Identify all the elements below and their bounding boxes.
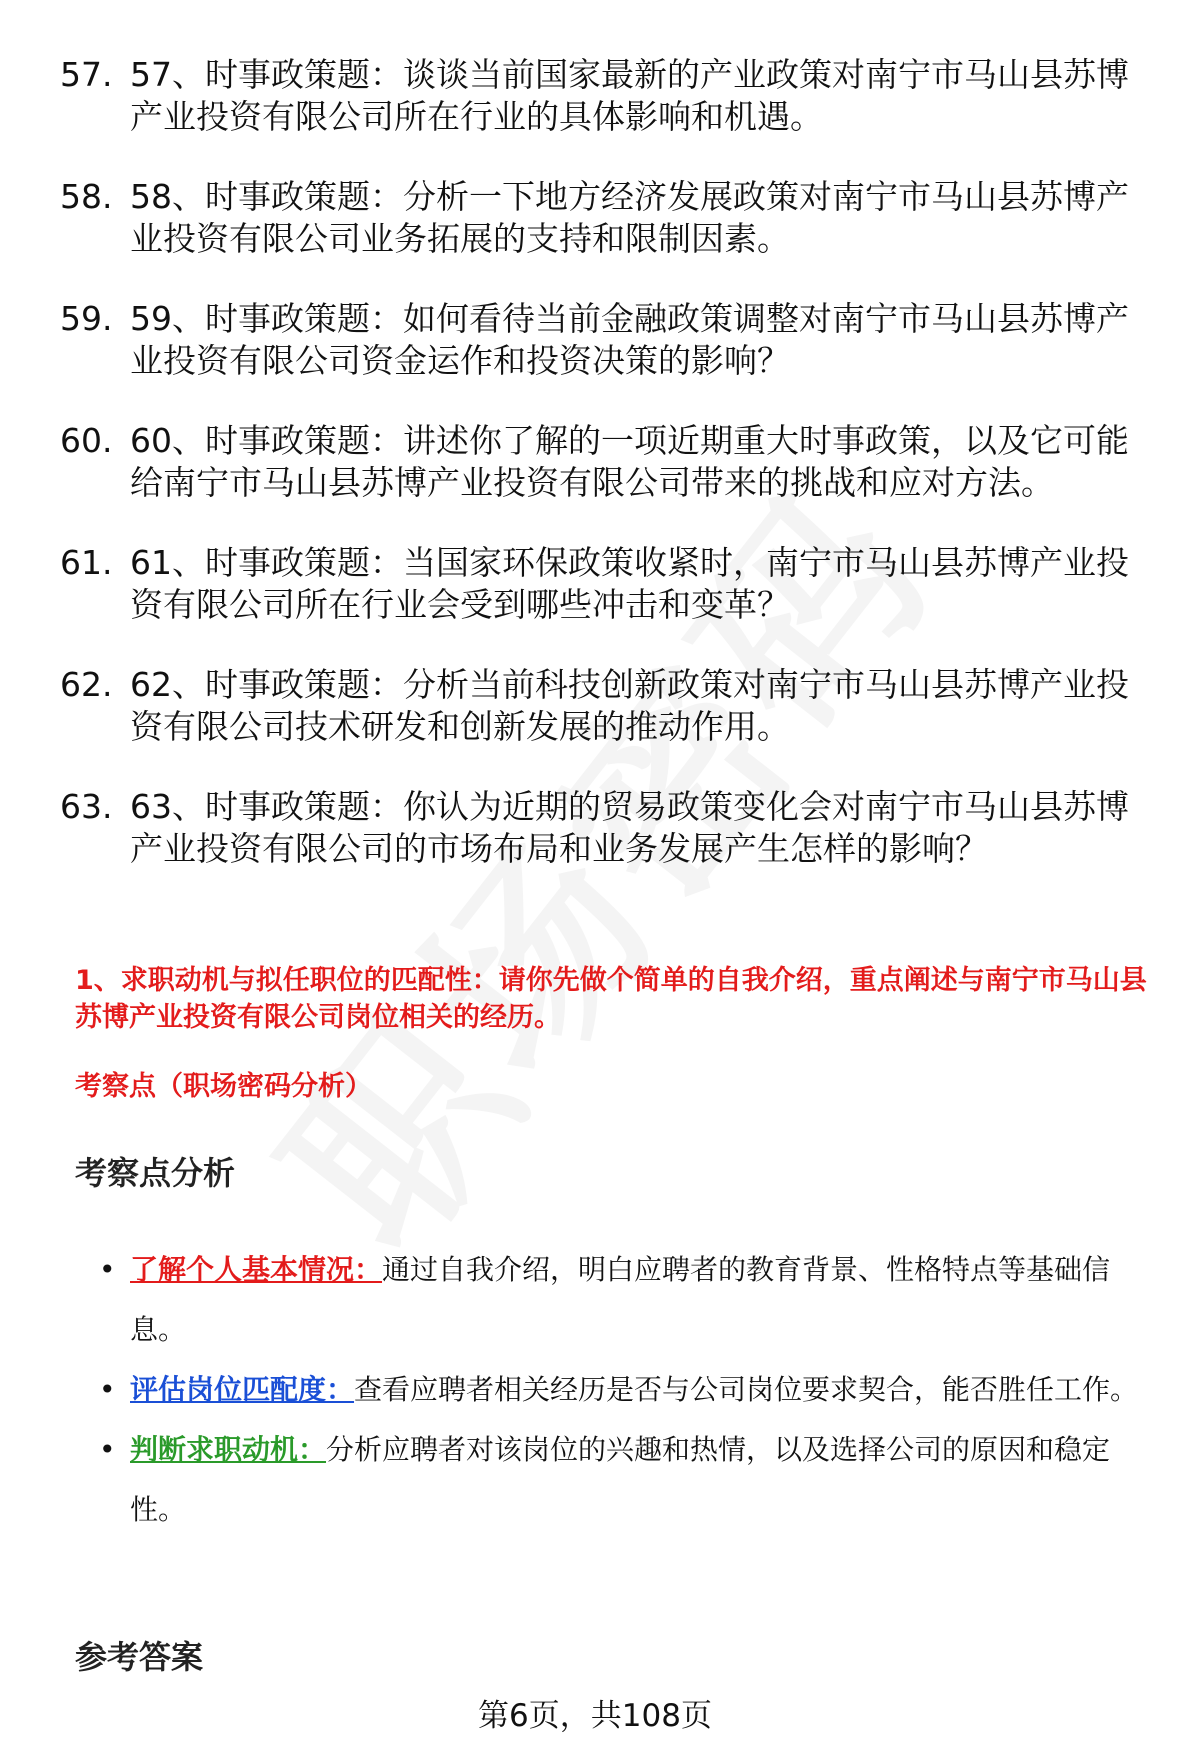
bullet-label: 评估岗位匹配度：	[130, 1373, 355, 1406]
list-item	[60, 420, 1160, 504]
question-text: 58、时事政策题：分析一下地方经济发展政策对南宁市马山县苏博产业投资有限公司业务拓展的支持和限制因素。	[130, 177, 1129, 258]
list-item	[60, 664, 1160, 748]
bullet-label: 判断求职动机：	[130, 1433, 327, 1466]
bullet-text: 查看应聘者相关经历是否与公司岗位要求契合，能否胜任工作。	[354, 1373, 1139, 1406]
list-item	[95, 1360, 1155, 1420]
question-text: 62、时事政策题：分析当前科技创新政策对南宁市马山县苏博产业投资有限公司技术研发和创新发展的推动作用。	[130, 665, 1129, 746]
question-number: 57.	[60, 55, 113, 94]
question-number: 61.	[60, 543, 113, 582]
list-item	[95, 1240, 1155, 1360]
question-text: 60、时事政策题：讲述你了解的一项近期重大时事政策，以及它可能给南宁市马山县苏博产业投资有限公司带来的挑战和应对方法。	[130, 421, 1129, 502]
bullet-text: 通过自我介绍，明白应聘者的教育背景、性格特点等基础信息。	[130, 1253, 1111, 1346]
bullet-text: 分析应聘者对该岗位的兴趣和热情，以及选择公司的原因和稳定性。	[130, 1433, 1111, 1526]
section-heading: 1、求职动机与拟任职位的匹配性：请你先做个简单的自我介绍，重点阐述与南宁市马山县苏博产业投资有限公司岗位相关的经历。	[75, 965, 1147, 1033]
question-number: 58.	[60, 177, 113, 216]
list-item	[60, 54, 1160, 138]
question-number: 59.	[60, 299, 113, 338]
analysis-title: 考察点分析	[75, 1154, 236, 1192]
section-subheading: 考察点（职场密码分析）	[75, 1071, 372, 1102]
bullet-label: 了解个人基本情况：	[130, 1253, 383, 1286]
question-list	[60, 54, 1160, 908]
question-number: 63.	[60, 787, 113, 826]
list-item	[60, 298, 1160, 382]
bullet-icon: •	[99, 1253, 116, 1286]
list-item	[95, 1420, 1155, 1540]
question-text: 63、时事政策题：你认为近期的贸易政策变化会对南宁市马山县苏博产业投资有限公司的市场布局和业务发展产生怎样的影响？	[130, 787, 1129, 868]
question-text: 61、时事政策题：当国家环保政策收紧时，南宁市马山县苏博产业投资有限公司所在行业会受到哪些冲击和变革？	[130, 543, 1129, 624]
question-text: 59、时事政策题：如何看待当前金融政策调整对南宁市马山县苏博产业投资有限公司资金运作和投资决策的影响？	[130, 299, 1129, 380]
bullet-icon: •	[99, 1433, 116, 1466]
list-item	[60, 176, 1160, 260]
list-item	[60, 786, 1160, 870]
bullet-icon: •	[99, 1373, 116, 1406]
analysis-list	[95, 1240, 1155, 1540]
list-item	[60, 542, 1160, 626]
question-number: 60.	[60, 421, 113, 460]
page-number: 第6页，共108页	[478, 1698, 712, 1734]
question-number: 62.	[60, 665, 113, 704]
answer-title: 参考答案	[75, 1638, 204, 1676]
question-text: 57、时事政策题：谈谈当前国家最新的产业政策对南宁市马山县苏博产业投资有限公司所在行业的具体影响和机遇。	[130, 55, 1129, 136]
